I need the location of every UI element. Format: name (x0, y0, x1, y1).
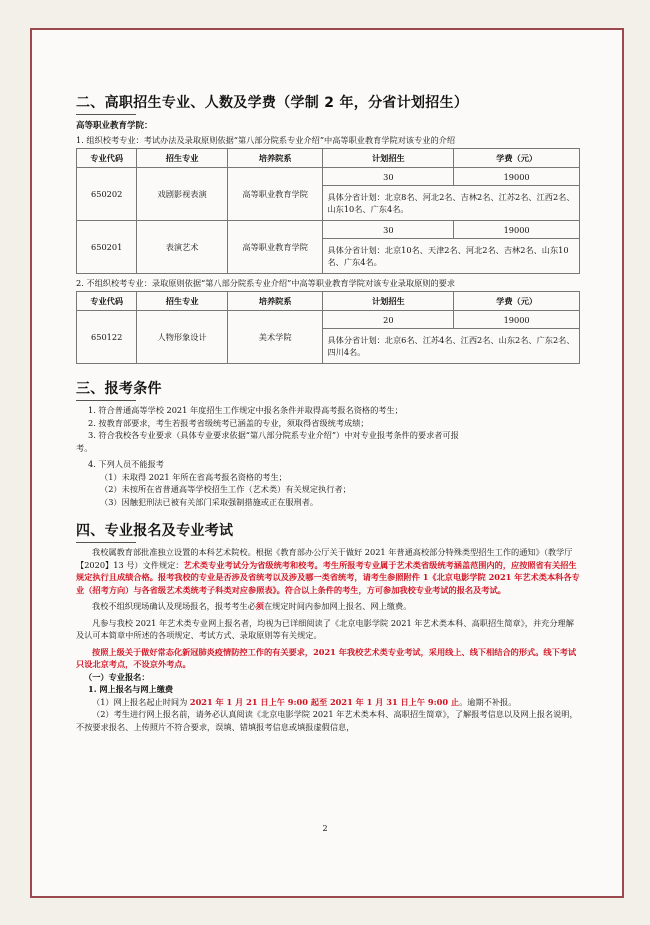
col-major: 招生专业 (137, 292, 228, 311)
table-header-row (77, 149, 580, 168)
section-4-title: 四、专业报名及专业考试 (76, 523, 234, 539)
cell-fee: 19000 (454, 311, 580, 329)
paragraph-5-text-end: 。逾期不补报。 (459, 696, 517, 707)
list-item: 考。 (76, 442, 93, 453)
cell-fee: 19000 (454, 168, 580, 186)
paragraph-1-text: 我校属教育部批准独立设置的本科艺术院校。根据《教育部办公厅关于做好 2021 年普通高校部分特殊类型招生工作的通知》（教学厅【2020】13 号）文件规定： (76, 547, 573, 570)
cell-dept: 高等职业教育学院 (227, 221, 323, 274)
major-table-1 (76, 148, 580, 274)
subheading-registration: （一）专业报名： (84, 671, 150, 682)
registration-period: 2021 年 1 月 21 日上午 9:00 起至 2021 年 1 月 31 日上午 9:00 止 (189, 696, 460, 707)
cell-plan: 20 (323, 311, 454, 329)
cell-fee: 19000 (454, 221, 580, 239)
paragraph-5 (76, 696, 580, 709)
col-fee: 学费（元） (454, 292, 580, 311)
cell-major: 戏剧影视表演 (137, 168, 228, 221)
list-item: 3. 符合我校各专业要求（具体专业要求依据“第八部分院系专业介绍”）中对专业报考条件的要求者可报 (88, 430, 459, 440)
paragraph-5-text: （1）网上报名起止时间为 (92, 696, 190, 707)
col-major: 招生专业 (137, 149, 228, 168)
table-header-row (77, 292, 580, 311)
cell-code: 650202 (77, 168, 137, 221)
col-plan: 计划招生 (323, 149, 454, 168)
title-underline (76, 400, 136, 401)
paragraph-2-text-end: 在规定时间内参加网上报名、网上缴费。 (263, 601, 412, 611)
school-name: 高等职业教育学院： (76, 121, 153, 131)
cell-plan: 30 (323, 168, 454, 186)
paragraph-2 (76, 600, 580, 613)
paragraph-1-highlight: 艺术类专业考试分为省级统考和校考。考生所报考专业属于艺术类省级统考涵盖范围内的，应按照省有关招生规定执行且成绩合格。报考我校的专业是否涉及省统考以及涉及哪一类省统考，请考生参照附件 1《北京电影学院 2021 年艺术类本科各专业（招考方向）与各省级艺术类统考子科类对应参照表》。符合以上条件的考生，方可参加我校专业考试的报名及考试。 (76, 559, 580, 595)
col-code: 专业代码 (77, 149, 137, 168)
document-body (76, 92, 580, 733)
paragraph-1 (76, 546, 580, 596)
table-row (77, 311, 580, 329)
list-item: 1. 符合普通高等学校 2021 年度招生工作规定中报名条件并取得高考报名资格的考生； (88, 405, 403, 415)
list-item: （3）因触犯刑法已被有关部门采取强制措施或正在服刑者。 (100, 496, 319, 507)
cell-code: 650122 (77, 311, 137, 364)
section-4-body (76, 546, 580, 733)
section-3-title: 三、报考条件 (76, 381, 162, 397)
cell-distribution: 具体分省计划：北京6名、江苏4名、江西2名、山东2名、广东2名、四川4名。 (323, 329, 580, 364)
col-dept: 培养院系 (227, 149, 323, 168)
paragraph-2-highlight: 须 (255, 601, 264, 611)
note-1: 1. 组织校考专业：考试办法及录取原则依据“第八部分院系专业介绍”中高等职业教育学院对该专业的介绍 (76, 135, 456, 145)
col-plan: 计划招生 (323, 292, 454, 311)
page-number: 2 (322, 824, 328, 833)
cell-dept: 美术学院 (227, 311, 323, 364)
col-fee: 学费（元） (454, 149, 580, 168)
cell-major: 人物形象设计 (137, 311, 228, 364)
cell-dept: 高等职业教育学院 (227, 168, 323, 221)
paragraph-3: 凡参与我校 2021 年艺术类专业网上报名者，均视为已详细阅读了《北京电影学院 2021 年艺术类本科、高职招生简章》，并充分理解及认可本简章中所述的各项规定、考试方式、录取原则等有关规定。 (76, 617, 574, 640)
list-item: 2. 按教育部要求，考生若报考省级统考已涵盖的专业，须取得省级统考成绩； (88, 417, 369, 428)
title-underline (76, 542, 136, 543)
cell-major: 表演艺术 (137, 221, 228, 274)
paragraph-2-text: 我校不组织现场确认及现场报名，报考考生必 (92, 601, 256, 611)
major-table-2 (76, 291, 580, 364)
list-item: 4. 下列人员不能报考 (88, 459, 164, 469)
col-dept: 培养院系 (227, 292, 323, 311)
cell-distribution: 具体分省计划：北京10名、天津2名、河北2名、吉林2名、山东10名、广东4名。 (323, 239, 580, 274)
section-2-title: 二、高职招生专业、人数及学费（学制 2 年，分省计划招生） (76, 95, 469, 111)
col-code: 专业代码 (77, 292, 137, 311)
title-underline (76, 114, 136, 115)
cell-code: 650201 (77, 221, 137, 274)
paragraph-4: 按照上级关于做好常态化新冠肺炎疫情防控工作的有关要求，2021 年我校艺术类专业考试，采用线上、线下相结合的形式。线下考试只设北京考点，不设京外考点。 (76, 646, 577, 669)
subheading-online: 1. 网上报名与网上缴费 (88, 684, 174, 694)
paragraph-6: （2）考生进行网上报名前，请务必认真阅读《北京电影学院 2021 年艺术类本科、高职招生简章》，了解报考信息以及网上报名说明，不按要求报名、上传照片不符合要求，误填、错填报考信息或填报虚假信息， (76, 709, 578, 732)
cell-distribution: 具体分省计划：北京8名、河北2名、吉林2名、江苏2名、江西2名、山东10名、广东4名。 (323, 186, 580, 221)
conditions-list (76, 404, 580, 508)
cell-plan: 30 (323, 221, 454, 239)
note-2: 2. 不组织校考专业：录取原则依据“第八部分院系专业介绍”中高等职业教育学院对该专业录取原则的要求 (76, 278, 456, 288)
list-item: （1）未取得 2021 年所在省高考报名资格的考生； (100, 471, 287, 482)
table-row (77, 168, 580, 186)
table-row (77, 221, 580, 239)
list-item: （2）未按所在省普通高等学校招生工作（艺术类）有关规定执行者； (100, 484, 351, 494)
